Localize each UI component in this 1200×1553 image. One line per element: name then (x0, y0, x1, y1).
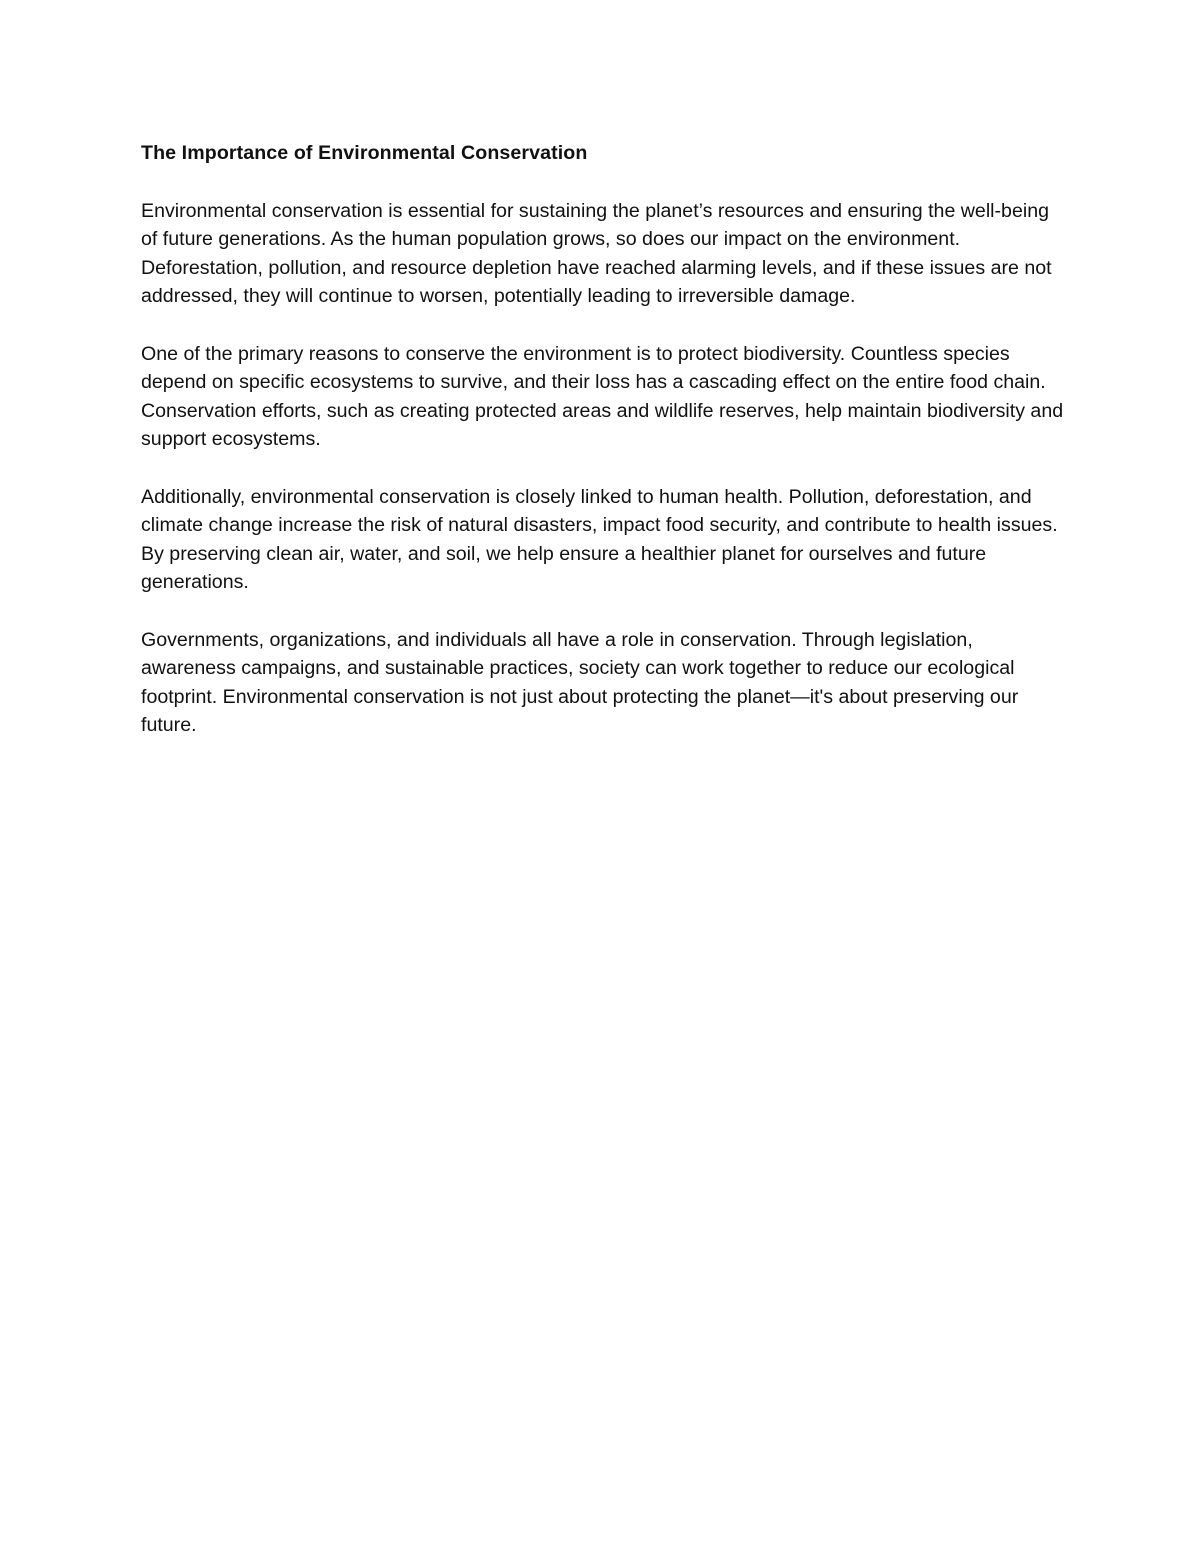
document-body (141, 139, 1066, 768)
document-title: The Importance of Environmental Conservation (141, 142, 588, 164)
paragraph-1: Environmental conservation is essential for sustaining the planet’s resources and ensuring the well-being of future generations. As the human population grows, so does our impact on the environment. Deforestation, pollution, and resource depletion have reached alarming levels, and if these issues are not addressed, they will continue to worsen, potentially leading to irreversible damage. (141, 199, 1052, 308)
paragraph-2: One of the primary reasons to conserve the environment is to protect biodiversity. Countless species depend on specific ecosystems to survive, and their loss has a cascading effect on the entire food chain. Conservation efforts, such as creating protected areas and wildlife reserves, help maintain biodiversity and support ecosystems. (141, 342, 1064, 451)
paragraph-4: Governments, organizations, and individuals all have a role in conservation. Through legislation, awareness campaigns, and sustainable practices, society can work together to reduce our ecological footprint. Environmental conservation is not just about protecting the planet—it's about preserving our future. (141, 628, 1019, 737)
paragraph-3: Additionally, environmental conservation is closely linked to human health. Pollution, deforestation, and climate change increase the risk of natural disasters, impact food security, and contribute to health issues. By preserving clean air, water, and soil, we help ensure a healthier planet for ourselves and future generations. (141, 485, 1058, 594)
